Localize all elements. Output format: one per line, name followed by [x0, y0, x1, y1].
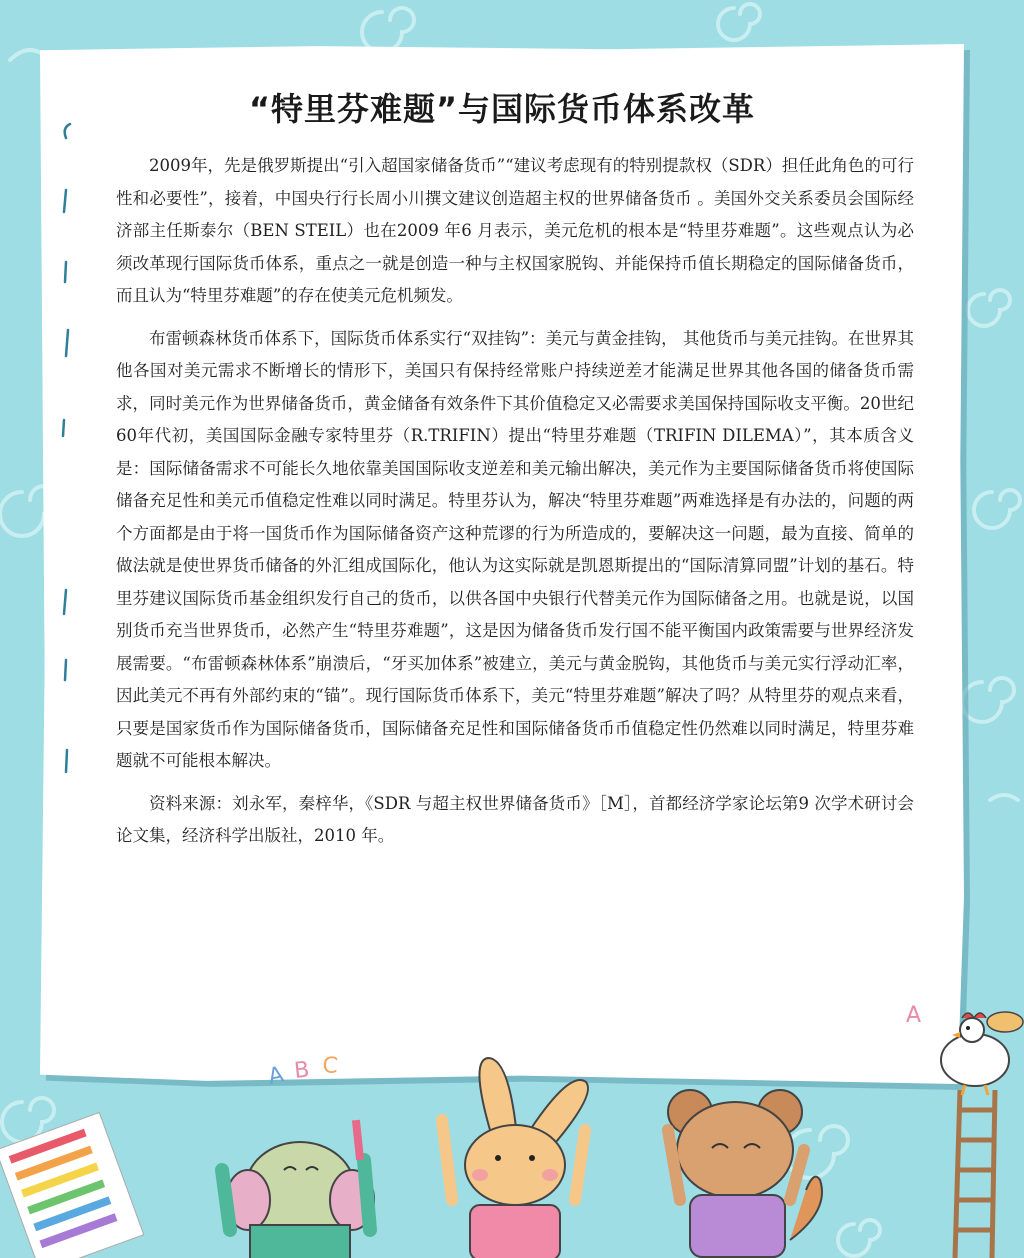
rabbit-icon — [442, 1058, 588, 1258]
letter-a: A — [266, 1062, 286, 1090]
ladder-icon — [955, 1090, 995, 1258]
paragraph-2: 布雷顿森林货币体系下，国际货币体系实行“双挂钩”：美元与黄金挂钩， 其他货币与美元挂钩。在世界其他各国对美元需求不断增长的情形下，美国只有保持经常账户持续逆差才能满足世界其他各国的储备货币需求，同时美元作为世界储备货币，黄金储备有效条件下其价值稳定又必需要求美国保持国际收支平衡。20世纪60年代初，美国国际金融专家特里芬（R.TRIFIN）提出“特里芬难题（TRIFIN DILEMA）”，其本质含义是：国际储备需求不可能长久地依靠美国国际收支逆差和美元输出解决，美元作为主要国际储备货币将使国际储备充足性和美元币值稳定性难以同时满足。特里芬认为，解决“特里芬难题”两难选择是有办法的，问题的两个方面都是由于将一国货币作为国际储备资产这种荒谬的行为所造成的，要解决这一问题，最为直接、简单的做法就是使世界货币储备的外汇组成国际化，他认为这实际就是凯恩斯提出的“国际清算同盟”计划的基石。特里芬建议国际货币基金组织发行自己的货币，以供各国中央银行代替美元作为国际储备之用。也就是说，以国别货币充当世界货币，必然产生“特里芬难题”，这是因为储备货币发行国不能平衡国内政策需要与世界经济发展需要。“布雷顿森林体系”崩溃后，“牙买加体系”被建立，美元与黄金脱钩，其他货币与美元实行浮动汇率，因此美元不再有外部约束的“锚”。现行国际货币体系下，美元“特里芬难题”解决了吗？从特里芬的观点来看，只要是国家货币作为国际储备货币，国际储备充足性和国际储备货币币值稳定性仍然难以同时满足，特里芬难题就不可能根本解决。 — [116, 328, 914, 770]
color-chart-icon — [0, 1112, 144, 1258]
page-title: “特里芬难题”与国际货币体系改革 — [248, 90, 756, 128]
letter-c: C — [321, 1053, 339, 1080]
cartoon-illustration — [0, 1000, 1024, 1258]
bear-icon — [668, 1090, 822, 1257]
paragraph-1: 2009年，先是俄罗斯提出“引入超国家储备货币”“建议考虑现有的特别提款权（SDR）担任此角色的可行性和必要性”，接着，中国央行行长周小川撰文建议创造超主权的世界储备货币 。美国外交关系委员会国际经济部主任斯泰尔（BEN STEIL）也在2009 年6 月表示，美元危机的根本是“特里芬难题”。这些观点认为必须改革现行国际货币体系，重点之一就是创造一种与主权国家脱钩、并能保持币值长期稳定的国际储备货币，而且认为“特里芬难题”的存在使美元危机频发。 — [116, 156, 914, 305]
article-body — [116, 150, 914, 863]
letter-b: B — [293, 1057, 311, 1084]
source-citation: 资料来源：刘永军，秦梓华，《SDR 与超主权世界储备货币》［M］，首都经济学家论坛第9 次学术研讨会论文集，经济科学出版社，2010 年。 — [116, 793, 914, 845]
chicken-icon — [941, 1012, 1023, 1095]
easel-letter: A — [906, 1003, 922, 1028]
elephant-icon — [222, 1120, 374, 1258]
